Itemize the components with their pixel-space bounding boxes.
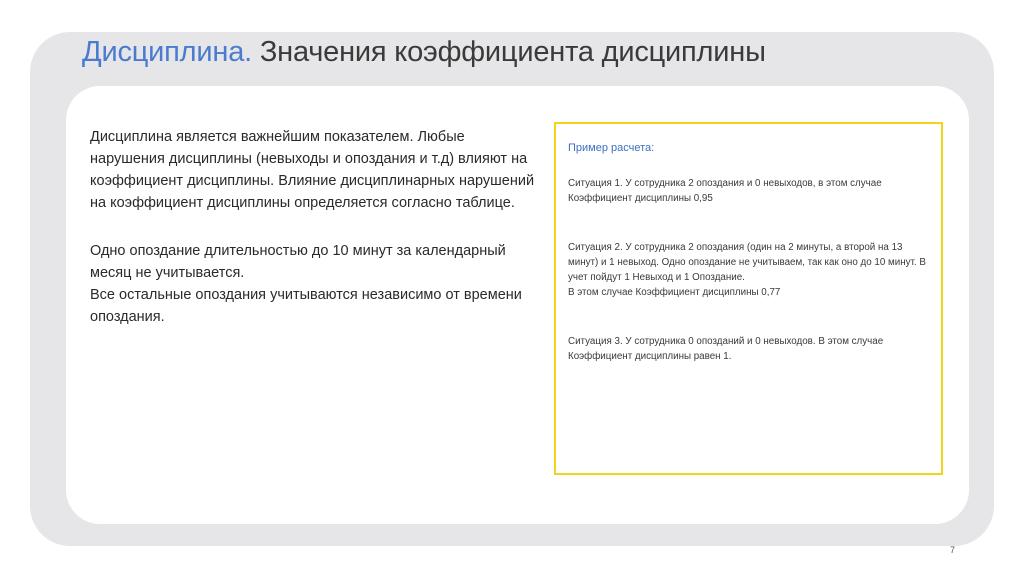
example-title: Пример расчета: [568,142,655,154]
situation-3: Ситуация 3. У сотрудника 0 опозданий и 0 невыходов. В этом случае Коэффициент дисциплины равен 1. [568,336,884,362]
calculation-example-box [554,122,943,475]
situation-2 [568,240,928,300]
page-number: 7 [950,545,956,555]
title-accent: Дисциплина. [82,36,252,68]
description-block [90,126,540,328]
late-rule-line-2: Все остальные опоздания учитываются независимо от времени опоздания. [90,287,522,325]
late-rule-line-1: Одно опоздание длительностью до 10 минут за календарный месяц не учитывается. [90,243,506,281]
situation-2-text: Ситуация 2. У сотрудника 2 опоздания (один на 2 минуты, а второй на 13 минут) и 1 невыход. Одно опоздание не учитываем, так как оно до 10 минут. В учет пойдут 1 Невыход и 1 Опоздание. [568,242,926,283]
description-paragraph-1: Дисциплина является важнейшим показателем. Любые нарушения дисциплины (невыходы и опоздания и т.д) влияют на коэффициент дисциплины. Влияние дисциплинарных нарушений на коэффициент дисциплины определяется согласно таблице. [90,129,535,211]
situation-2-result: В этом случае Коэффициент дисциплины 0,77 [568,287,781,298]
situation-1: Ситуация 1. У сотрудника 2 опоздания и 0 невыходов, в этом случае Коэффициент дисциплины 0,95 [568,178,882,204]
slide-title [82,36,766,69]
title-rest: Значения коэффициента дисциплины [251,36,766,68]
